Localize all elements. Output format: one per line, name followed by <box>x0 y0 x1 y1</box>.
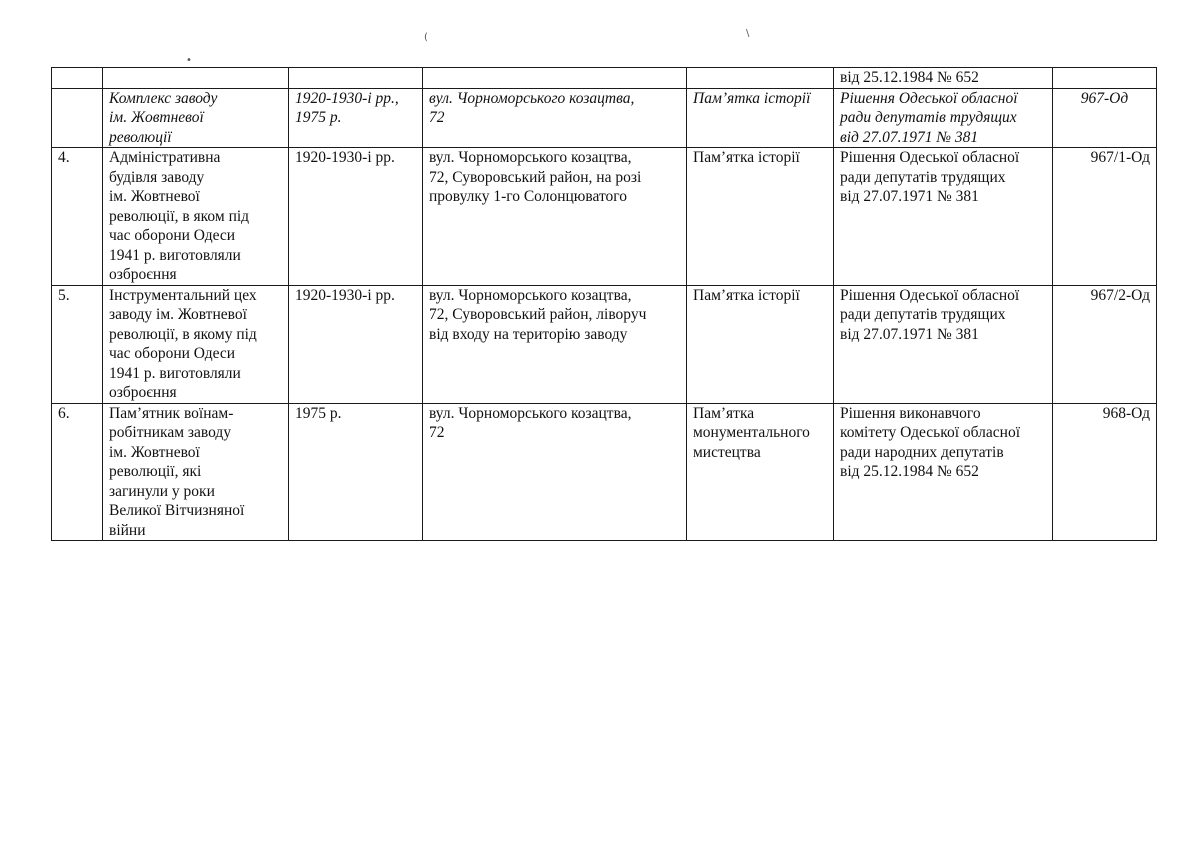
cell-address: вул. Чорноморського козацтва, 72, Суворовський район, ліворуч від входу на територію заводу <box>423 285 687 403</box>
cell-monument-type: Пам’ятка монументального мистецтва <box>687 403 834 541</box>
cell-dating: 1920-1930-і рр. <box>289 148 423 286</box>
cell-number: 5. <box>52 285 103 403</box>
cell-object-name: Інструментальний цех заводу ім. Жовтневої революції, в якому під час оборони Одеси 1941 р. виготовляли озброєння <box>103 285 289 403</box>
cell-protection-number: 967/1-Од <box>1053 148 1157 286</box>
cell-dating <box>289 68 423 89</box>
cell-protection-number: 967/2-Од <box>1053 285 1157 403</box>
cell-address: вул. Чорноморського козацтва, 72, Суворовський район, на розі провулку 1-го Солонцюватого <box>423 148 687 286</box>
cell-address: вул. Чорноморського козацтва, 72 <box>423 88 687 148</box>
cell-protection-number <box>1053 68 1157 89</box>
cell-monument-type <box>687 68 834 89</box>
scan-speck: • <box>186 55 192 66</box>
cell-decision: від 25.12.1984 № 652 <box>834 68 1053 89</box>
cell-decision: Рішення виконавчого комітету Одеської обласної ради народних депутатів від 25.12.1984 № 652 <box>834 403 1053 541</box>
cell-protection-number: 967-Од <box>1053 88 1157 148</box>
scan-speck: ( <box>424 32 428 43</box>
cell-protection-number: 968-Од <box>1053 403 1157 541</box>
cell-decision: Рішення Одеської обласної ради депутатів трудящих від 27.07.1971 № 381 <box>834 148 1053 286</box>
table-row-continuation <box>52 68 1157 89</box>
cell-number <box>52 68 103 89</box>
cell-address: вул. Чорноморського козацтва, 72 <box>423 403 687 541</box>
cell-dating: 1920-1930-і рр., 1975 р. <box>289 88 423 148</box>
cell-number: 4. <box>52 148 103 286</box>
table-row <box>52 285 1157 403</box>
cell-monument-type: Пам’ятка історії <box>687 88 834 148</box>
cell-object-name: Адміністративна будівля заводу ім. Жовтневої революції, в яком під час оборони Одеси 1941 р. виготовляли озброєння <box>103 148 289 286</box>
cell-address <box>423 68 687 89</box>
cell-dating: 1975 р. <box>289 403 423 541</box>
cell-decision: Рішення Одеської обласної ради депутатів трудящих від 27.07.1971 № 381 <box>834 285 1053 403</box>
monuments-registry-table <box>51 67 1157 541</box>
cell-object-name: Комплекс заводу ім. Жовтневої революції <box>103 88 289 148</box>
cell-object-name: Пам’ятник воїнам- робітникам заводу ім. Жовтневої революції, які загинули у роки Великої Вітчизняної війни <box>103 403 289 541</box>
cell-number <box>52 88 103 148</box>
table-row <box>52 88 1157 148</box>
cell-object-name <box>103 68 289 89</box>
cell-monument-type: Пам’ятка історії <box>687 285 834 403</box>
table-row <box>52 403 1157 541</box>
cell-dating: 1920-1930-і рр. <box>289 285 423 403</box>
table-row <box>52 148 1157 286</box>
cell-monument-type: Пам’ятка історії <box>687 148 834 286</box>
cell-decision: Рішення Одеської обласної ради депутатів трудящих від 27.07.1971 № 381 <box>834 88 1053 148</box>
scan-speck: \ <box>746 28 750 39</box>
cell-number: 6. <box>52 403 103 541</box>
